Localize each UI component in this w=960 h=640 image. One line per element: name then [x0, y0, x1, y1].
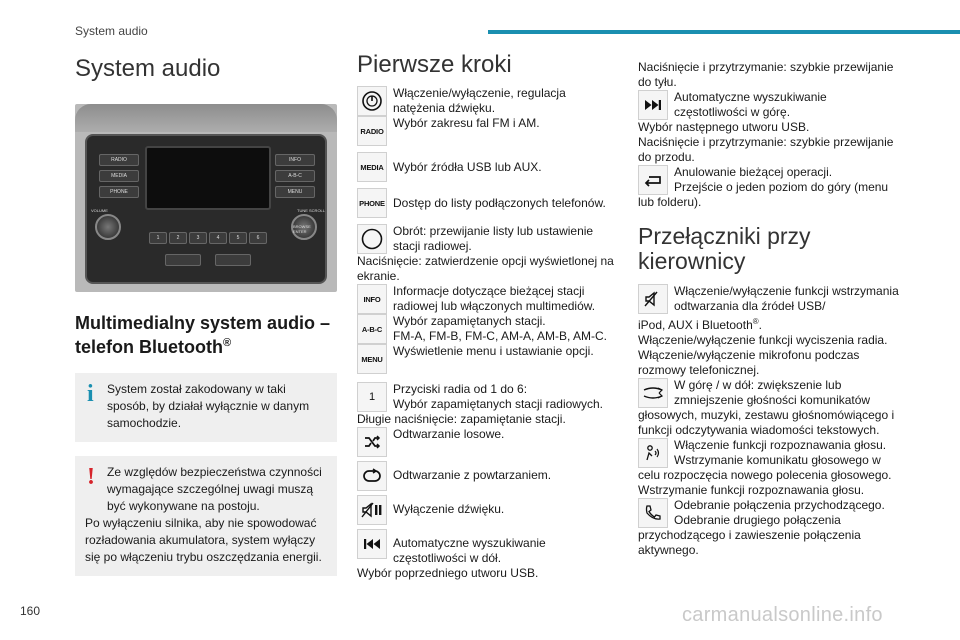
info-icon: i: [87, 381, 94, 408]
item-shuffle: [357, 427, 619, 457]
warning-icon: !: [87, 464, 95, 491]
media-button-icon: [357, 152, 387, 182]
item-abc-text2: FM-A, FM-B, FM-C, AM-A, AM-B, AM-C.: [393, 329, 607, 344]
section-title-steering-controls: Przełączniki przy kierownicy: [638, 223, 811, 274]
item-menu: [357, 344, 619, 374]
radio-icon-label: RADIO: [360, 126, 384, 136]
info-button-icon: [357, 284, 387, 314]
item-knob: [357, 224, 619, 254]
item-knob-cont: Naciśnięcie: zatwierdzenie opcji wyświetlonej na ekranie.: [357, 254, 614, 284]
panel-button-abc: A-B-C: [275, 170, 315, 182]
steer-mute-text: Włączenie/wyłączenie funkcji wstrzymania odtwarzania dla źródeł USB/: [674, 284, 899, 313]
back-cont: lub folderu).: [638, 195, 702, 209]
phone-handset-icon: [638, 498, 668, 528]
item-presets-cont: Długie naciśnięcie: zapamiętanie stacji.: [357, 412, 566, 427]
browse-label: BROWSE ENTER: [293, 224, 311, 235]
panel-button-media: MEDIA: [99, 170, 139, 182]
item-radio-text: Wybór zakresu fal FM i AM.: [393, 116, 540, 131]
item-seek-back-text: Automatyczne wyszukiwanie częstotliwości w dół.: [393, 536, 546, 566]
radio-button-icon: [357, 116, 387, 146]
panel-button-phone: PHONE: [99, 186, 139, 198]
item-presets-texts: [393, 382, 603, 412]
seek-fwd-cont2: Naciśnięcie i przytrzymanie: szybkie przewijanie do przodu.: [638, 135, 894, 164]
audio-unit-illustration: [75, 104, 337, 292]
item-shuffle-text: Odtwarzanie losowe.: [393, 427, 505, 442]
registered-mark: ®: [222, 336, 232, 349]
item-power: [357, 86, 619, 116]
mute-pause-icon: [357, 495, 387, 525]
warning-text-2: Po wyłączeniu silnika, aby nie spowodować rozładowania akumulatora, system wyłączy się po włączeniu trybu oszczędzania energii.: [85, 516, 322, 565]
preset-5: 5: [229, 232, 247, 244]
back-texts: [674, 165, 888, 195]
steer-voice-text: Włączenie funkcji rozpoznawania głosu. Wstrzymanie komunikatu głosowego w: [674, 438, 887, 467]
volume-label: VOLUME: [91, 208, 108, 214]
item-seek-fwd: [638, 90, 900, 120]
item-abc-text: Wybór zapamiętanych stacji.: [393, 314, 546, 329]
item-seek-back-cont: Wybór poprzedniego utworu USB.: [357, 566, 539, 581]
preset-3: 3: [189, 232, 207, 244]
item-knob-text: Obrót: przewijanie listy lub ustawienie stacji radiowej.: [393, 224, 594, 254]
seek-back-hold-text: Naciśnięcie i przytrzymanie: szybkie przewijanie do tyłu.: [638, 60, 894, 89]
abc-icon-label: A-B-C: [361, 324, 383, 334]
menu-icon-label: MENU: [361, 354, 383, 364]
item-media-text: Wybór źródła USB lub AUX.: [393, 160, 542, 175]
steer-mute-cont1-end: .: [758, 318, 762, 332]
seek-fwd-cont1: Wybór następnego utworu USB.: [638, 120, 810, 134]
warning-box: [75, 456, 337, 576]
steering-mute-icon: [638, 284, 668, 314]
column-1: [75, 50, 337, 576]
steer-mute-cont1-text: iPod, AUX i Bluetooth: [638, 318, 753, 332]
preset-1: 1: [149, 232, 167, 244]
item-steer-mute: [638, 284, 900, 314]
preset-icon-label: 1: [369, 390, 375, 403]
seek-back-icon: [357, 529, 387, 559]
item-presets-text2: Wybór zapamiętanych stacji radiowych.: [393, 397, 603, 412]
watermark: carmanualsonline.info: [682, 604, 883, 626]
info-box: [75, 373, 337, 442]
panel-button-radio: RADIO: [99, 154, 139, 166]
steer-mute-sup: ®: [752, 317, 759, 326]
item-radio: [357, 116, 619, 146]
steer-mute-cont2: Włączenie/wyłączenie funkcji wyciszenia radia.: [638, 333, 888, 347]
abc-button-icon: [357, 314, 387, 344]
steer-mute-cont1: [638, 314, 900, 333]
dashboard-top: [75, 104, 337, 132]
item-repeat: [357, 461, 619, 491]
item-steer-call: [638, 498, 900, 528]
item-abc-texts: [393, 314, 607, 344]
item-abc: [357, 314, 619, 344]
item-presets: [357, 382, 619, 412]
back-icon: [638, 165, 668, 195]
steer-call-cont: przychodzącego i zawieszenie połączenia aktywnego.: [638, 528, 861, 557]
section-title-system-audio: System audio: [75, 55, 221, 82]
repeat-icon: [357, 461, 387, 491]
item-steer-voice: [638, 438, 900, 468]
preset-6: 6: [249, 232, 267, 244]
voice-recognition-icon: [638, 438, 668, 468]
seek-forward-icon: [638, 90, 668, 120]
menu-button-icon: [357, 344, 387, 374]
steer-mute-cont3: Włączenie/wyłączenie mikrofonu podczas rozmowy telefonicznej.: [638, 348, 860, 377]
steer-call-text: Odebranie połączenia przychodzącego. Odebranie drugiego połączenia: [674, 498, 885, 527]
info-text: System został zakodowany w taki sposób, by działał wyłącznie w danym samochodzie.: [107, 382, 310, 431]
header-accent-bar: [488, 30, 960, 34]
steer-voice-cont: celu rozpoczęcia nowego polecenia głosowego. Wstrzymanie funkcji rozpoznawania głosu.: [638, 468, 892, 497]
preset-button-icon: [357, 382, 387, 412]
item-info: [357, 284, 619, 314]
volume-rocker-icon: [638, 378, 668, 408]
subtitle-text: Multimedialny system audio – telefon Bluetooth: [75, 313, 331, 357]
item-media: [357, 152, 619, 182]
panel-button-menu: MENU: [275, 186, 315, 198]
back-button-illustration: [215, 254, 251, 266]
power-icon: [357, 86, 387, 116]
knob-icon: [357, 224, 387, 254]
radio-panel: [85, 134, 327, 284]
item-menu-text: Wyświetlenie menu i ustawianie opcji.: [393, 344, 594, 359]
subtitle-multimedia: [75, 312, 337, 359]
preset-2: 2: [169, 232, 187, 244]
back-text2: Przejście o jeden poziom do góry (menu: [674, 180, 889, 194]
item-presets-text: Przyciski radia od 1 do 6:: [393, 382, 528, 397]
item-mute: [357, 495, 619, 525]
section-title-first-steps: Pierwsze kroki: [357, 51, 512, 78]
column-2: [357, 52, 619, 581]
item-seek-back: [357, 529, 619, 566]
item-repeat-text: Odtwarzanie z powtarzaniem.: [393, 468, 552, 483]
item-phone-text: Dostęp do listy podłączonych telefonów.: [393, 196, 606, 211]
steer-volume-cont: głosowych, muzyki, zestawu głośnomówiącego i funkcji odczytywania wiadomości tekstowych.: [638, 408, 895, 437]
page-number: 160: [20, 604, 41, 618]
back-text: Anulowanie bieżącej operacji.: [674, 165, 833, 179]
item-power-text: Włączenie/wyłączenie, regulacja natężenia dźwięku.: [393, 86, 566, 116]
panel-button-info: INFO: [275, 154, 315, 166]
item-back: [638, 165, 900, 195]
seek-fwd-text: Automatyczne wyszukiwanie częstotliwości w górę.: [674, 90, 827, 119]
shuffle-icon: [357, 427, 387, 457]
phone-button-icon: [357, 188, 387, 218]
phone-icon-label: PHONE: [359, 198, 385, 208]
running-header: System audio: [75, 24, 148, 38]
item-phone: [357, 188, 619, 218]
info-icon-label: INFO: [363, 294, 381, 304]
column-3: [638, 60, 900, 558]
item-mute-text: Wyłączenie dźwięku.: [393, 502, 505, 517]
steer-volume-text: W górę / w dół: zwiększenie lub zmniejszenie głośności komunikatów: [674, 378, 871, 407]
warning-text-1: Ze względów bezpieczeństwa czynności wymagające szczególnej uwagi muszą być wykonywane na postoju.: [107, 465, 322, 514]
radio-screen: [145, 146, 271, 210]
tune-label: TUNE SCROLL: [297, 208, 326, 214]
volume-knob: [95, 214, 121, 240]
item-info-text: Informacje dotyczące bieżącej stacji radiowej lub włączonych multimediów.: [393, 284, 596, 314]
preset-4: 4: [209, 232, 227, 244]
item-steer-volume: [638, 378, 900, 408]
mute-button-illustration: [165, 254, 201, 266]
media-icon-label: MEDIA: [360, 162, 384, 172]
